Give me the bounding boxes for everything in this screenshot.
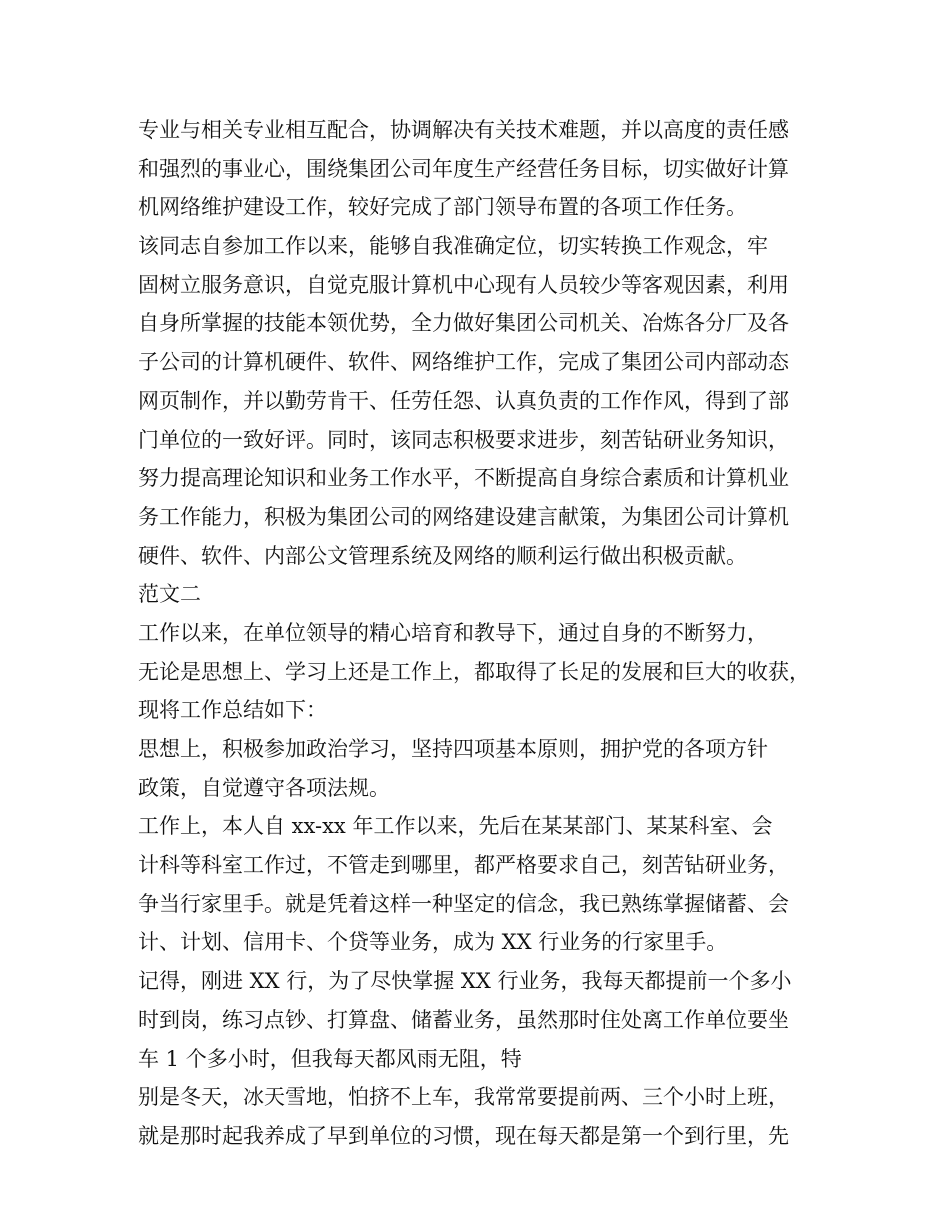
- text-line: 车 1 个多小时，但我每天都风雨无阻，特: [138, 1046, 522, 1071]
- text-line: 现将工作总结如下：: [138, 698, 327, 723]
- text-line: 别是冬天，冰天雪地，怕挤不上车，我常常要提前两、三个小时上班，: [138, 1085, 789, 1110]
- text-line: 计科等科室工作过，不管走到哪里，都严格要求自己，刻苦钻研业务，: [138, 853, 789, 878]
- text-line: 工作以来，在单位领导的精心培育和教导下，通过自身的不断努力，: [138, 620, 768, 645]
- text-line: 记得，刚进 XX 行，为了尽快掌握 XX 行业务，我每天都提前一个多小: [138, 969, 792, 994]
- text-line: 无论是思想上、学习上还是工作上，都取得了长足的发展和巨大的收获，: [138, 659, 810, 684]
- text-line: 计、计划、信用卡、个贷等业务，成为 XX 行业务的行家里手。: [138, 930, 728, 955]
- text-line: 范文二: [138, 582, 201, 607]
- text-line: 机网络维护建设工作，较好完成了部门领导布置的各项工作任务。: [138, 195, 747, 220]
- text-line: 该同志自参加工作以来，能够自我准确定位，切实转换工作观念，牢: [138, 234, 768, 259]
- text-line: 门单位的一致好评。同时，该同志积极要求进步，刻苦钻研业务知识，: [138, 427, 789, 452]
- text-line: 务工作能力，积极为集团公司的网络建设建言献策，为集团公司计算机: [138, 504, 789, 529]
- text-line: 硬件、软件、内部公文管理系统及网络的顺利运行做出积极贡献。: [138, 543, 747, 568]
- text-line: 思想上，积极参加政治学习，坚持四项基本原则，拥护党的各项方针: [138, 737, 768, 761]
- text-line: 和强烈的事业心，围绕集团公司年度生产经营任务目标，切实做好计算: [138, 156, 789, 181]
- text-line: 子公司的计算机硬件、软件、网络维护工作，完成了集团公司内部动态: [138, 350, 789, 375]
- text-line: 时到岗，练习点钞、打算盘、储蓄业务，虽然那时住处离工作单位要坐: [138, 1007, 789, 1032]
- text-line: 网页制作，并以勤劳肯干、任劳任怨、认真负责的工作作风，得到了部: [138, 388, 789, 413]
- text-line: 政策，自觉遵守各项法规。: [138, 775, 390, 800]
- document-body: [138, 111, 838, 1156]
- text-line: 争当行家里手。就是凭着这样一种坚定的信念，我已熟练掌握储蓄、会: [138, 891, 789, 916]
- text-line: 努力提高理论知识和业务工作水平，不断提高自身综合素质和计算机业: [138, 466, 789, 491]
- text-line: 就是那时起我养成了早到单位的习惯，现在每天都是第一个到行里，先: [138, 1123, 789, 1148]
- text-line: 工作上，本人自 xx-xx 年工作以来，先后在某某部门、某某科室、会: [138, 814, 773, 839]
- text-line: 固树立服务意识，自觉克服计算机中心现有人员较少等客观因素，利用: [138, 272, 789, 297]
- text-line: 自身所掌握的技能本领优势，全力做好集团公司机关、冶炼各分厂及各: [138, 311, 789, 336]
- text-line: 专业与相关专业相互配合，协调解决有关技术难题，并以高度的责任感: [138, 118, 789, 142]
